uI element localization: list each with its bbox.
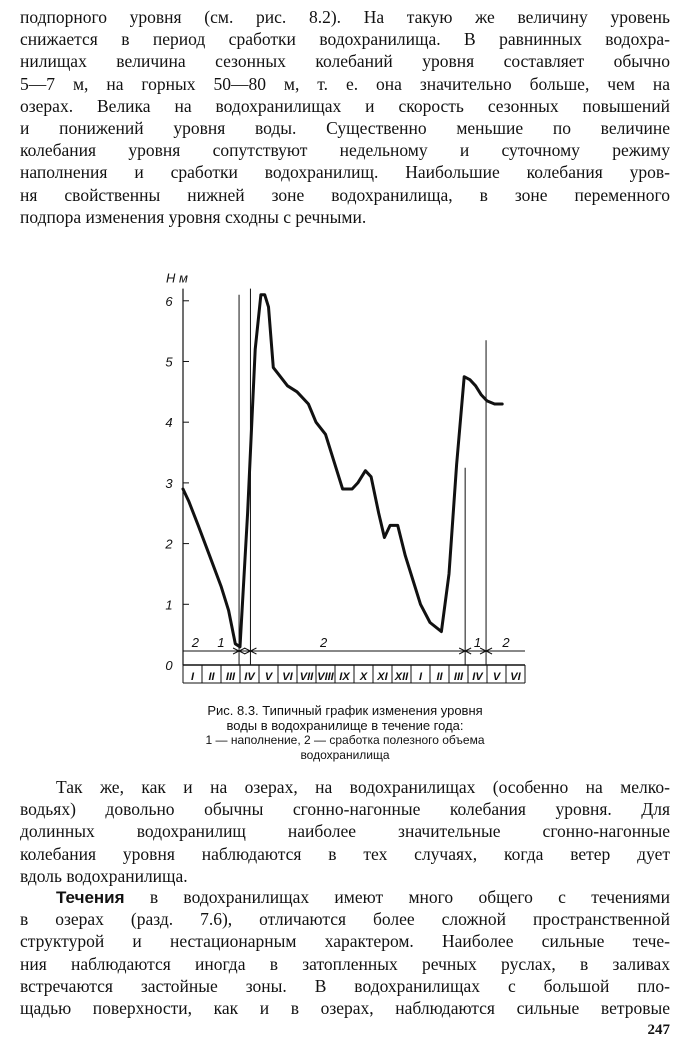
text-line: подпорного уровня (см. рис. 8.2). На такую же величину уровень	[20, 7, 670, 27]
y-axis	[164, 289, 189, 673]
text-line: подпора изменения уровня сходны с речными.	[20, 206, 367, 227]
text-line: нилищах величина сезонных колебаний уровня составляет обычно	[20, 51, 670, 72]
text-line: водьях) довольно обычны сгонно-нагонные колебания уровня. Для	[20, 799, 670, 820]
page-number: 247	[647, 1022, 670, 1038]
paragraph-1	[20, 6, 670, 228]
caption-line: Рис. 8.3. Типичный график изменения уровня	[207, 703, 483, 718]
phase-annotations	[183, 289, 525, 665]
text-line: и понижений уровня воды. Существенно меньшие по величине	[20, 117, 670, 138]
x-axis	[183, 665, 525, 683]
x-tick-label: X	[359, 671, 368, 683]
text-line: колебания уровня наблюдаются в тех случаях, когда ветер дует	[20, 843, 670, 864]
text-line: вдоль водохранилища.	[20, 865, 188, 886]
x-tick-label: I	[190, 671, 195, 683]
text-line: Так же, как и на озерах, на водохранилищах (особенно на мелко-	[56, 777, 670, 797]
phase-label: 2	[191, 635, 199, 650]
x-tick-label: I	[418, 671, 423, 683]
text-line	[20, 886, 670, 908]
text-line: ния наблюдаются иногда в затопленных речных руслах, в заливах	[20, 953, 670, 974]
x-tick-label: VIII	[317, 671, 334, 683]
text-line: ня свойственны нижней зоне водохранилища, в зоне переменного	[20, 184, 670, 205]
text-line: колебания уровня сопутствуют недельному и суточному режиму	[20, 140, 670, 161]
text-line: структурой и нестационарным характером. Наиболее сильные тече-	[20, 931, 670, 952]
x-tick-label: II	[208, 671, 215, 683]
bold-term: Течения	[56, 888, 125, 907]
text-fragment: в водохранилищах имеют много общего с течениями	[124, 887, 670, 907]
x-tick-label: VI	[510, 671, 521, 683]
caption-line: 1 — наполнение, 2 — сработка полезного объема	[205, 733, 485, 747]
paragraph-2	[20, 776, 670, 887]
y-tick-label: 0	[165, 658, 173, 673]
y-tick-label: 3	[165, 475, 173, 491]
y-axis-label: Н м	[166, 270, 188, 286]
water-level-line	[183, 295, 502, 647]
y-tick-label: 2	[165, 536, 173, 552]
phase-label: 2	[502, 635, 510, 650]
figure-caption	[150, 703, 540, 763]
text-line: 5—7 м, на горных 50—80 м, т. е. она значительно больше, чем на	[20, 73, 670, 94]
text-line: снижается в период сработки водохранилища. В равнинных водохра-	[20, 29, 670, 50]
x-tick-label: II	[436, 671, 443, 683]
x-tick-label: XI	[377, 671, 388, 683]
caption-line: воды в водохранилище в течение года:	[226, 718, 464, 733]
x-tick-label: V	[264, 671, 273, 683]
x-tick-label: IX	[339, 671, 350, 683]
text-line: щадью поверхности, как и в озерах, наблюдаются сильные ветровые	[20, 997, 670, 1018]
text-line: долинных водохранилищ наиболее значительные сгонно-нагонные	[20, 821, 670, 842]
text-line: наполнения и сработки водохранилищ. Наибольшие колебания уров-	[20, 162, 670, 183]
water-level-chart	[150, 255, 540, 695]
y-tick-label: 1	[165, 597, 173, 613]
paragraph-3	[20, 886, 670, 1019]
x-tick-label: V	[492, 671, 501, 683]
y-tick-label: 5	[165, 354, 173, 370]
x-tick-label: XII	[394, 671, 409, 683]
x-tick-label: III	[453, 671, 464, 683]
text-line: в озерах (разд. 7.6), отличаются более сложной пространственной	[20, 909, 670, 930]
text-line: встречаются застойные зоны. В водохранилищах с большой пло-	[20, 975, 670, 996]
y-tick-label: 6	[165, 293, 173, 309]
phase-label: 1	[217, 635, 225, 650]
x-tick-label: IV	[244, 671, 255, 683]
x-tick-label: III	[225, 671, 236, 683]
caption-line: водохранилища	[300, 748, 390, 762]
phase-label: 1	[473, 635, 482, 650]
x-tick-label: IV	[472, 671, 483, 683]
x-tick-label: VII	[299, 671, 314, 683]
text-line: озерах. Велика на водохранилищах и скорость сезонных повышений	[20, 95, 670, 116]
phase-label: 2	[319, 635, 328, 650]
x-tick-label: VI	[282, 671, 293, 683]
y-tick-label: 4	[165, 415, 173, 431]
